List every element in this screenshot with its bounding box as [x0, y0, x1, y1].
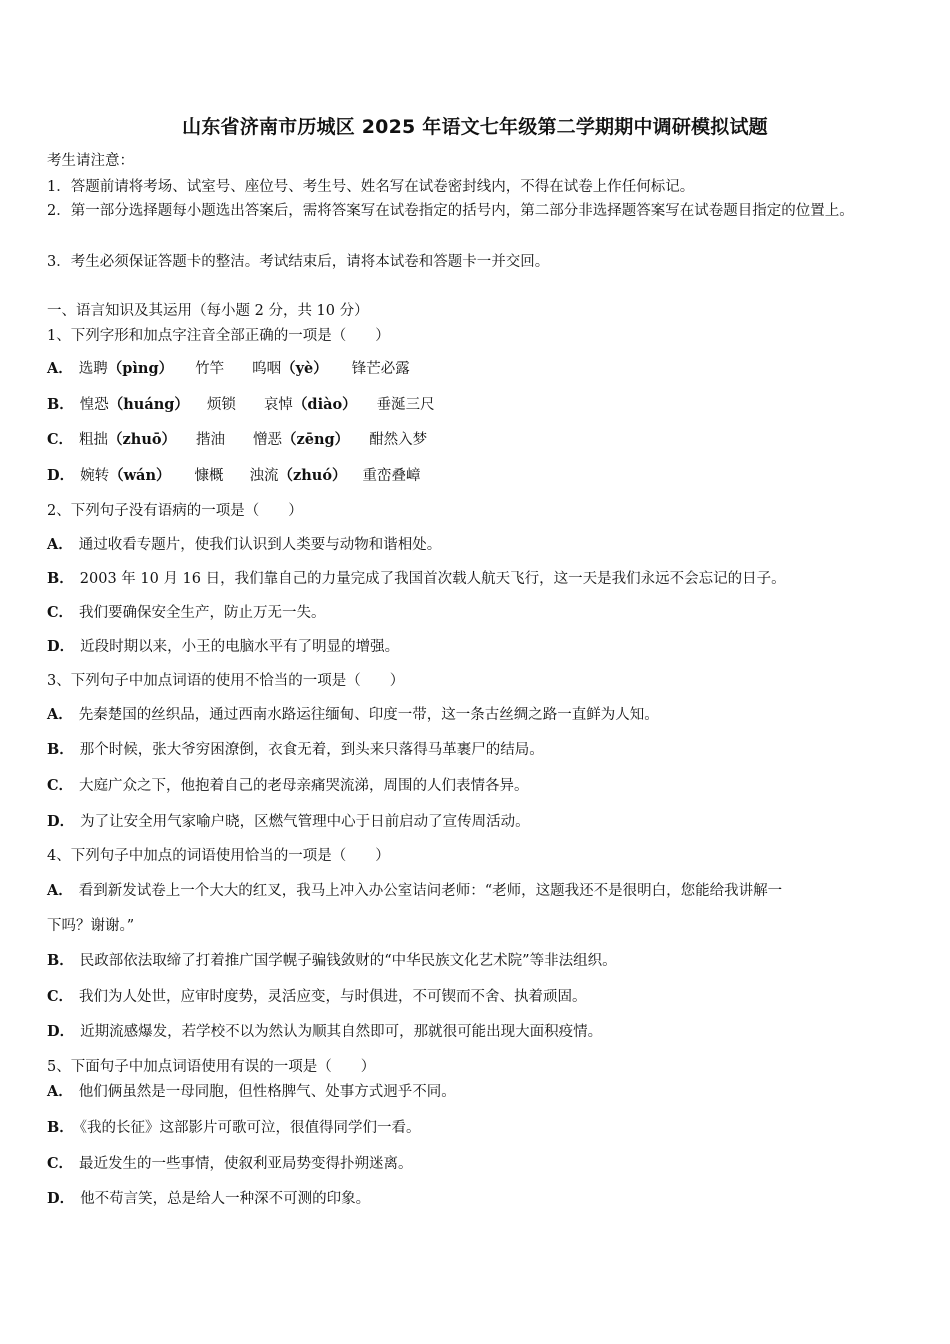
option-row: [47, 466, 421, 486]
option-text: 我们为人处世，应审时度势，灵活应变，与时俱进，不可锲而不舍、执着顽固。: [79, 989, 587, 1005]
option-row: [47, 1082, 903, 1102]
option-row: [47, 1118, 903, 1138]
option-label: C．: [47, 431, 74, 448]
option-text: 他们俩虽然是一母同胞，但性格脾气、处事方式迥乎不同。: [78, 1084, 456, 1100]
option-text: 为了让安全用气家喻户晓，区燃气管理中心于日前启动了宣传周活动。: [80, 814, 530, 830]
option-pinyin: （zhuō）: [108, 431, 177, 448]
option-pinyin: （yè）: [281, 360, 328, 377]
notice-heading: 考生请注意：: [47, 153, 134, 169]
option-word: 重峦叠嶂: [362, 468, 421, 484]
option-row: [47, 987, 903, 1007]
question-stem: 3、下列句子中加点词语的使用不恰当的一项是（ ）: [47, 673, 405, 689]
option-row: [47, 740, 903, 760]
notice-item: 3．考生必须保证答题卡的整洁。考试结束后，请将本试卷和答题卡一并交回。: [47, 254, 550, 270]
option-row: [47, 359, 410, 379]
option-text: 2003 年 10 月 16 日，我们靠自己的力量完成了我国首次载人航天飞行，这一天是我们永远不会忘记的日子。: [79, 571, 786, 587]
option-word: 惶恐: [79, 397, 109, 413]
notice-item: 2．第一部分选择题每小题选出答案后，需将答案写在试卷指定的括号内，第二部分非选择题答案写在试卷题目指定的位置上。: [47, 203, 854, 219]
option-row: [47, 395, 435, 415]
option-row: [47, 1154, 903, 1174]
option-text: 我们要确保安全生产，防止万无一失。: [79, 605, 326, 621]
option-word: 锋芒必露: [351, 361, 410, 377]
option-continuation: 下吗？谢谢。”: [47, 918, 135, 934]
option-pinyin: （diào）: [292, 396, 357, 413]
option-row: [47, 776, 903, 796]
option-pinyin: （zēng）: [282, 431, 350, 448]
option-label: C．: [47, 604, 74, 621]
option-pinyin: （huáng）: [108, 396, 189, 413]
option-text: 那个时候，张大爷穷困潦倒，衣食无着，到头来只落得马革裹尸的结局。: [79, 742, 544, 758]
option-label: B．: [47, 570, 74, 587]
exam-title: 山东省济南市历城区 2025 年语文七年级第二学期期中调研模拟试题: [182, 116, 768, 138]
option-row: [47, 812, 903, 832]
option-label: B．: [47, 952, 74, 969]
option-word: 竹竿: [195, 361, 225, 377]
option-row: [47, 705, 903, 725]
question-stem: 5、下面句子中加点词语使用有误的一项是（ ）: [47, 1059, 376, 1075]
option-word: 垂涎三尺: [376, 397, 435, 413]
option-label: A．: [47, 360, 73, 377]
option-word: 呜咽: [252, 361, 282, 377]
option-label: A．: [47, 536, 73, 553]
option-text: 先秦楚国的丝织品，通过西南水路运往缅甸、印度一带，这一条古丝绸之路一直鲜为人知。: [78, 707, 659, 723]
option-word: 揩油: [196, 432, 226, 448]
section-heading: 一、语言知识及其运用（每小题 2 分，共 10 分）: [47, 303, 369, 319]
option-label: D．: [47, 1190, 75, 1207]
option-label: D．: [47, 638, 75, 655]
option-row: [47, 430, 427, 450]
option-word: 哀悼: [263, 397, 293, 413]
question-stem: 4、下列句子中加点的词语使用恰当的一项是（ ）: [47, 848, 390, 864]
option-row: [47, 1189, 903, 1209]
option-label: C．: [47, 1155, 74, 1172]
option-label: B．: [47, 741, 74, 758]
option-label: C．: [47, 777, 74, 794]
option-text: 民政部依法取缔了打着推广国学幌子骗钱敛财的“中华民族文化艺术院”等非法组织。: [79, 953, 617, 969]
option-label: D．: [47, 1023, 75, 1040]
option-text: 近段时期以来，小王的电脑水平有了明显的增强。: [80, 639, 400, 655]
option-word: 憎恶: [253, 432, 283, 448]
option-word: 浊流: [249, 468, 279, 484]
option-row: [47, 637, 903, 657]
option-word: 慷概: [194, 468, 224, 484]
option-label: C．: [47, 988, 74, 1005]
option-label: D．: [47, 467, 75, 484]
option-text: 最近发生的一些事情，使叙利亚局势变得扑朔迷离。: [79, 1156, 413, 1172]
option-text: 大庭广众之下，他抱着自己的老母亲痛哭流涕，周围的人们表情各异。: [79, 778, 529, 794]
option-pinyin: （pìng）: [107, 360, 174, 377]
option-row: [47, 951, 903, 971]
option-text: 《我的长征》这部影片可歌可泣，很值得同学们一看。: [79, 1120, 421, 1136]
option-text: 近期流感爆发，若学校不以为然认为顺其自然即可，那就很可能出现大面积疫情。: [80, 1024, 603, 1040]
option-text: 他不苟言笑，总是给人一种深不可测的印象。: [80, 1191, 371, 1207]
option-text: 通过收看专题片，使我们认识到人类要与动物和谐相处。: [78, 537, 442, 553]
notice-item: 1．答题前请将考场、试室号、座位号、考生号、姓名写在试卷密封线内，不得在试卷上作任何标记。: [47, 179, 695, 195]
option-word: 粗拙: [79, 432, 109, 448]
option-word: 婉转: [80, 468, 110, 484]
option-pinyin: （zhuó）: [278, 467, 347, 484]
option-label: A．: [47, 882, 73, 899]
option-row: [47, 1022, 903, 1042]
option-label: D．: [47, 813, 75, 830]
question-stem: 2、下列句子没有语病的一项是（ ）: [47, 503, 303, 519]
option-label: A．: [47, 1083, 73, 1100]
option-label: B．: [47, 396, 74, 413]
option-word: 选聘: [78, 361, 108, 377]
option-word: 酣然入梦: [369, 432, 428, 448]
option-label: A．: [47, 706, 73, 723]
option-row: [47, 881, 903, 901]
option-label: B．: [47, 1119, 74, 1136]
option-row: [47, 603, 903, 623]
option-row: [47, 535, 903, 555]
option-word: 烦锁: [206, 397, 236, 413]
question-stem: 1、下列字形和加点字注音全部正确的一项是（ ）: [47, 328, 390, 344]
option-pinyin: （wán）: [109, 467, 171, 484]
option-row: [47, 569, 903, 589]
option-text: 看到新发试卷上一个大大的红叉，我马上冲入办公室诘问老师：“老师，这题我还不是很明白，您能给我讲解一: [78, 883, 783, 899]
